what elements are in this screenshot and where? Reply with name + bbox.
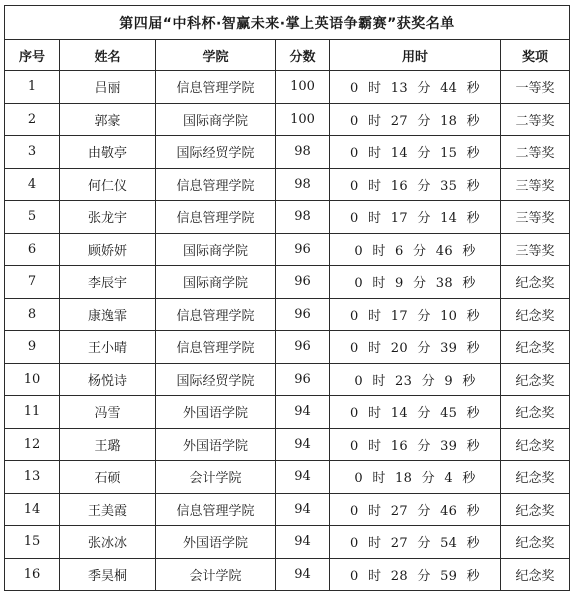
- cell-name: 石硕: [60, 461, 156, 494]
- table-row: [5, 71, 570, 104]
- cell-score: 100: [276, 103, 330, 136]
- table-row: [5, 298, 570, 331]
- column-header-award: 奖项: [501, 40, 570, 71]
- cell-name: 王小晴: [60, 331, 156, 364]
- column-header-college: 学院: [156, 40, 276, 71]
- table-row: [5, 331, 570, 364]
- cell-index: 3: [5, 136, 60, 169]
- cell-time: 0 时 27 分 46 秒: [330, 493, 501, 526]
- cell-college: 信息管理学院: [156, 71, 276, 104]
- cell-college: 外国语学院: [156, 526, 276, 559]
- cell-name: 张冰冰: [60, 526, 156, 559]
- cell-college: 国际商学院: [156, 103, 276, 136]
- cell-time: 0 时 14 分 45 秒: [330, 396, 501, 429]
- cell-award: 三等奖: [501, 201, 570, 234]
- table-row: [5, 428, 570, 461]
- cell-name: 郭豪: [60, 103, 156, 136]
- table-row: [5, 266, 570, 299]
- cell-index: 12: [5, 428, 60, 461]
- cell-college: 国际商学院: [156, 266, 276, 299]
- cell-name: 王美霞: [60, 493, 156, 526]
- cell-name: 李辰宇: [60, 266, 156, 299]
- cell-award: 三等奖: [501, 233, 570, 266]
- cell-score: 98: [276, 136, 330, 169]
- table-title: 第四届“中科杯·智赢未来·掌上英语争霸赛”获奖名单: [5, 6, 570, 40]
- cell-index: 14: [5, 493, 60, 526]
- cell-name: 王璐: [60, 428, 156, 461]
- cell-name: 康逸霏: [60, 298, 156, 331]
- table-row: [5, 168, 570, 201]
- cell-index: 6: [5, 233, 60, 266]
- cell-score: 94: [276, 493, 330, 526]
- cell-name: 吕丽: [60, 71, 156, 104]
- cell-time: 0 时 9 分 38 秒: [330, 266, 501, 299]
- cell-index: 9: [5, 331, 60, 364]
- cell-score: 96: [276, 331, 330, 364]
- cell-college: 信息管理学院: [156, 331, 276, 364]
- cell-name: 季昊桐: [60, 558, 156, 591]
- cell-award: 二等奖: [501, 136, 570, 169]
- cell-index: 1: [5, 71, 60, 104]
- cell-time: 0 时 27 分 18 秒: [330, 103, 501, 136]
- cell-time: 0 时 16 分 39 秒: [330, 428, 501, 461]
- table-row: [5, 493, 570, 526]
- column-header-name: 姓名: [60, 40, 156, 71]
- table-row: [5, 396, 570, 429]
- cell-college: 信息管理学院: [156, 493, 276, 526]
- cell-time: 0 时 17 分 10 秒: [330, 298, 501, 331]
- cell-college: 外国语学院: [156, 428, 276, 461]
- cell-score: 98: [276, 201, 330, 234]
- cell-name: 冯雪: [60, 396, 156, 429]
- cell-index: 10: [5, 363, 60, 396]
- cell-index: 4: [5, 168, 60, 201]
- cell-score: 98: [276, 168, 330, 201]
- cell-college: 国际经贸学院: [156, 136, 276, 169]
- cell-award: 纪念奖: [501, 558, 570, 591]
- cell-name: 杨悦诗: [60, 363, 156, 396]
- cell-score: 94: [276, 396, 330, 429]
- cell-score: 96: [276, 233, 330, 266]
- cell-college: 信息管理学院: [156, 298, 276, 331]
- cell-college: 会计学院: [156, 558, 276, 591]
- cell-name: 顾娇妍: [60, 233, 156, 266]
- cell-college: 会计学院: [156, 461, 276, 494]
- cell-score: 100: [276, 71, 330, 104]
- title-row: [5, 6, 570, 40]
- table-row: [5, 461, 570, 494]
- cell-index: 7: [5, 266, 60, 299]
- cell-award: 纪念奖: [501, 526, 570, 559]
- table-row: [5, 363, 570, 396]
- cell-index: 2: [5, 103, 60, 136]
- cell-award: 一等奖: [501, 71, 570, 104]
- cell-score: 94: [276, 461, 330, 494]
- cell-college: 信息管理学院: [156, 168, 276, 201]
- cell-score: 94: [276, 428, 330, 461]
- cell-index: 11: [5, 396, 60, 429]
- cell-award: 纪念奖: [501, 298, 570, 331]
- table-row: [5, 103, 570, 136]
- cell-index: 13: [5, 461, 60, 494]
- cell-award: 三等奖: [501, 168, 570, 201]
- cell-index: 15: [5, 526, 60, 559]
- cell-index: 8: [5, 298, 60, 331]
- cell-time: 0 时 27 分 54 秒: [330, 526, 501, 559]
- table-row: [5, 201, 570, 234]
- cell-award: 二等奖: [501, 103, 570, 136]
- cell-award: 纪念奖: [501, 363, 570, 396]
- cell-time: 0 时 13 分 44 秒: [330, 71, 501, 104]
- cell-time: 0 时 16 分 35 秒: [330, 168, 501, 201]
- award-table: [4, 5, 570, 591]
- cell-score: 96: [276, 266, 330, 299]
- award-list-sheet: [4, 5, 569, 598]
- cell-time: 0 时 23 分 9 秒: [330, 363, 501, 396]
- table-row: [5, 233, 570, 266]
- cell-time: 0 时 17 分 14 秒: [330, 201, 501, 234]
- cell-award: 纪念奖: [501, 493, 570, 526]
- column-header-score: 分数: [276, 40, 330, 71]
- table-row: [5, 136, 570, 169]
- cell-time: 0 时 6 分 46 秒: [330, 233, 501, 266]
- cell-name: 何仁仪: [60, 168, 156, 201]
- cell-score: 94: [276, 526, 330, 559]
- cell-award: 纪念奖: [501, 461, 570, 494]
- cell-name: 张龙宇: [60, 201, 156, 234]
- cell-award: 纪念奖: [501, 331, 570, 364]
- cell-time: 0 时 28 分 59 秒: [330, 558, 501, 591]
- cell-score: 96: [276, 298, 330, 331]
- cell-college: 信息管理学院: [156, 201, 276, 234]
- cell-college: 国际商学院: [156, 233, 276, 266]
- cell-college: 国际经贸学院: [156, 363, 276, 396]
- cell-time: 0 时 20 分 39 秒: [330, 331, 501, 364]
- column-header-time: 用时: [330, 40, 501, 71]
- cell-score: 94: [276, 558, 330, 591]
- cell-time: 0 时 14 分 15 秒: [330, 136, 501, 169]
- cell-award: 纪念奖: [501, 266, 570, 299]
- header-row: [5, 40, 570, 71]
- cell-name: 由敬亭: [60, 136, 156, 169]
- cell-college: 外国语学院: [156, 396, 276, 429]
- cell-award: 纪念奖: [501, 428, 570, 461]
- table-row: [5, 526, 570, 559]
- cell-award: 纪念奖: [501, 396, 570, 429]
- table-row: [5, 558, 570, 591]
- cell-score: 96: [276, 363, 330, 396]
- cell-index: 5: [5, 201, 60, 234]
- cell-index: 16: [5, 558, 60, 591]
- column-header-index: 序号: [5, 40, 60, 71]
- cell-time: 0 时 18 分 4 秒: [330, 461, 501, 494]
